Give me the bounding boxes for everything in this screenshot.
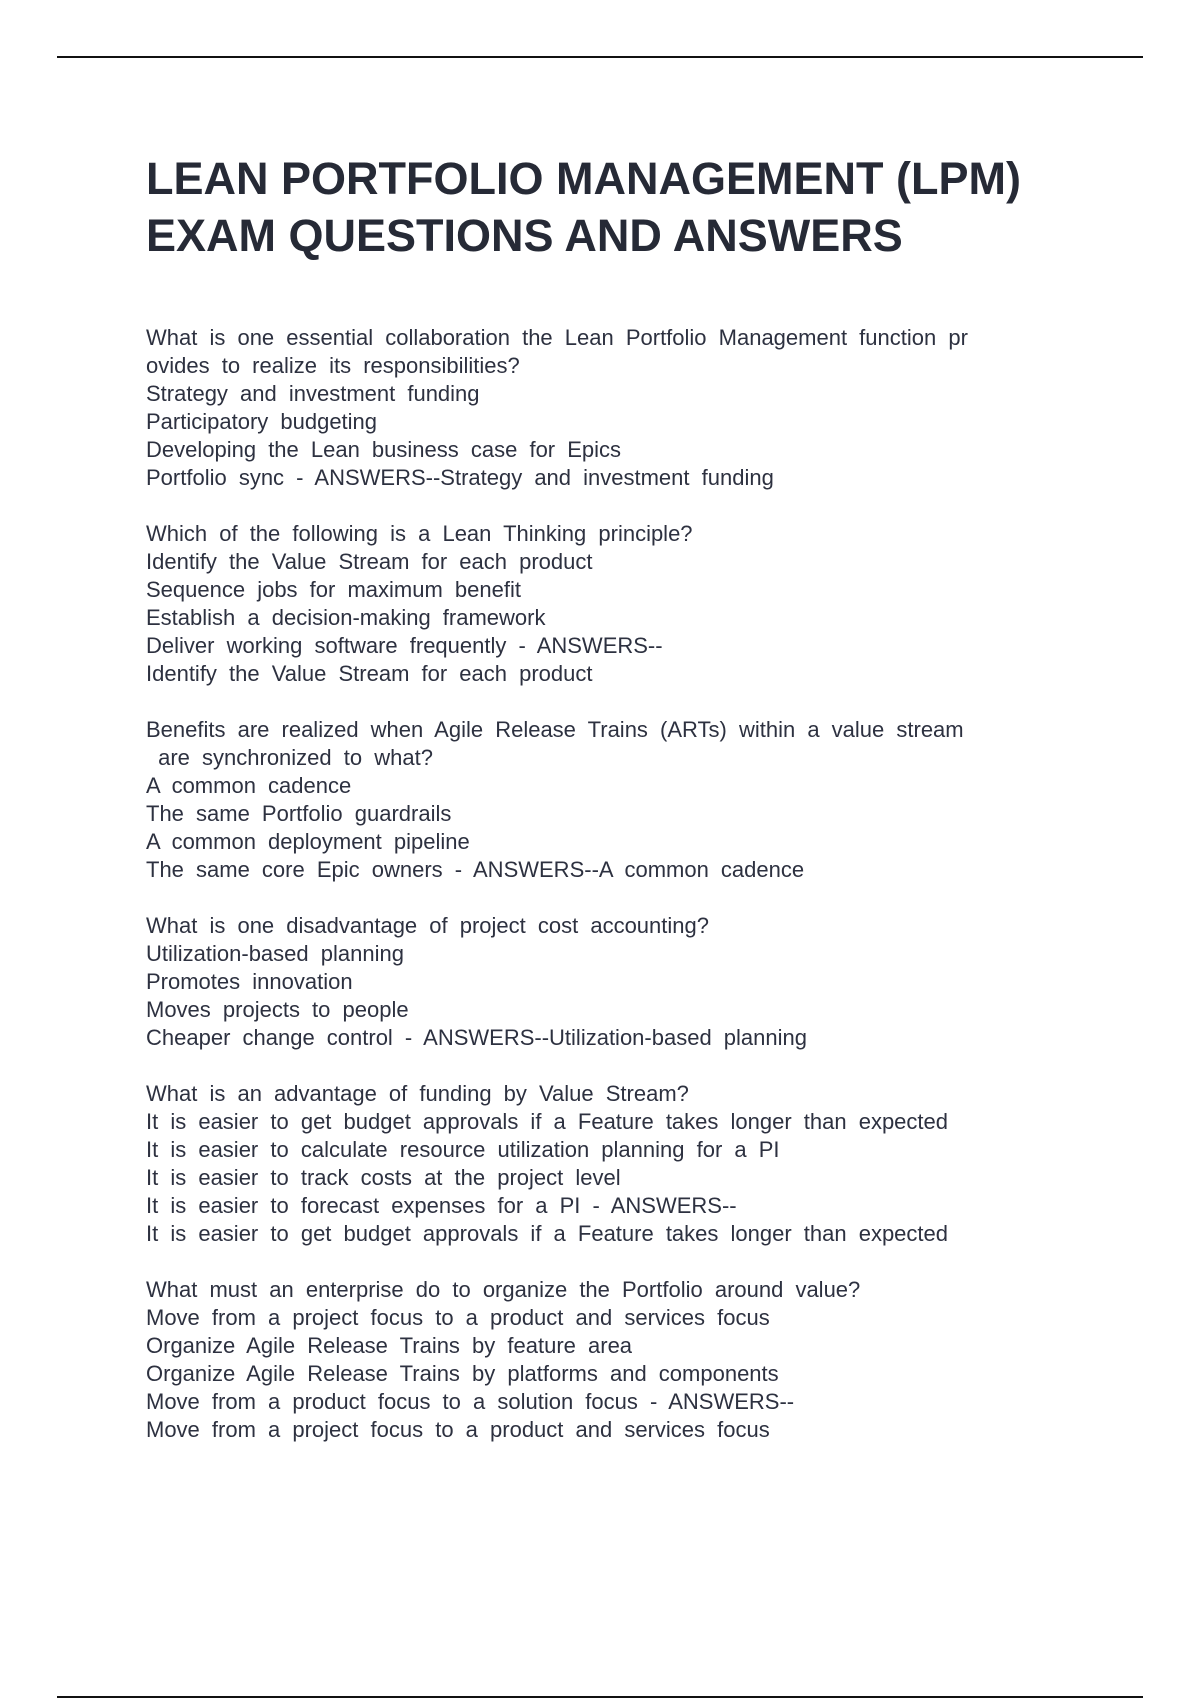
answer-option-line: It is easier to track costs at the project level: [146, 1165, 621, 1190]
answer-option-line: The same Portfolio guardrails: [146, 801, 452, 826]
answer-option-line: Promotes innovation: [146, 969, 353, 994]
answer-option-line: A common deployment pipeline: [146, 829, 470, 854]
document-body: [146, 150, 1046, 1472]
answer-option-line: Move from a project focus to a product and services focus: [146, 1305, 770, 1330]
answer-option-line: Developing the Lean business case for Epics: [146, 437, 622, 462]
answer-option-line: It is easier to get budget approvals if a Feature takes longer than expected: [146, 1221, 949, 1246]
bottom-rule: [57, 1696, 1143, 1698]
answer-option-line: It is easier to calculate resource utilization planning for a PI: [146, 1137, 780, 1162]
answer-option-line: A common cadence: [146, 773, 352, 798]
question-line: Which of the following is a Lean Thinking principle?: [146, 521, 693, 546]
answer-option-line: Organize Agile Release Trains by feature area: [146, 1333, 633, 1358]
qa-block: [146, 716, 1046, 884]
answer-option-line: Establish a decision-making framework: [146, 605, 546, 630]
qa-block: [146, 520, 1046, 688]
answer-option-line: Deliver working software frequently - ANSWERS--: [146, 633, 663, 658]
answer-option-line: Move from a product focus to a solution focus - ANSWERS--: [146, 1389, 795, 1414]
question-line: What must an enterprise do to organize the Portfolio around value?: [146, 1277, 861, 1302]
question-line: What is one essential collaboration the Lean Portfolio Management function pr: [146, 325, 968, 350]
answer-option-line: are synchronized to what?: [146, 745, 433, 770]
qa-list: [146, 324, 1046, 1444]
answer-option-line: Portfolio sync - ANSWERS--Strategy and investment funding: [146, 465, 774, 490]
answer-option-line: Strategy and investment funding: [146, 381, 480, 406]
answer-option-line: Identify the Value Stream for each product: [146, 661, 593, 686]
qa-block: [146, 1080, 1046, 1248]
answer-option-line: Move from a project focus to a product and services focus: [146, 1417, 770, 1442]
document-title: LEAN PORTFOLIO MANAGEMENT (LPM) EXAM QUESTIONS AND ANSWERS: [146, 153, 1021, 261]
qa-block: [146, 324, 1046, 492]
qa-block: [146, 1276, 1046, 1444]
answer-option-line: It is easier to get budget approvals if a Feature takes longer than expected: [146, 1109, 949, 1134]
answer-option-line: Sequence jobs for maximum benefit: [146, 577, 521, 602]
qa-block: [146, 912, 1046, 1052]
answer-option-line: Cheaper change control - ANSWERS--Utilization-based planning: [146, 1025, 807, 1050]
answer-option-line: Utilization-based planning: [146, 941, 404, 966]
question-line: Benefits are realized when Agile Release Trains (ARTs) within a value stream: [146, 717, 964, 742]
answer-option-line: ovides to realize its responsibilities?: [146, 353, 520, 378]
answer-option-line: Identify the Value Stream for each product: [146, 549, 593, 574]
question-line: What is one disadvantage of project cost accounting?: [146, 913, 709, 938]
answer-option-line: It is easier to forecast expenses for a PI - ANSWERS--: [146, 1193, 737, 1218]
top-rule: [57, 56, 1143, 58]
answer-option-line: The same core Epic owners - ANSWERS--A common cadence: [146, 857, 805, 882]
answer-option-line: Moves projects to people: [146, 997, 409, 1022]
question-line: What is an advantage of funding by Value Stream?: [146, 1081, 689, 1106]
answer-option-line: Participatory budgeting: [146, 409, 378, 434]
answer-option-line: Organize Agile Release Trains by platforms and components: [146, 1361, 779, 1386]
